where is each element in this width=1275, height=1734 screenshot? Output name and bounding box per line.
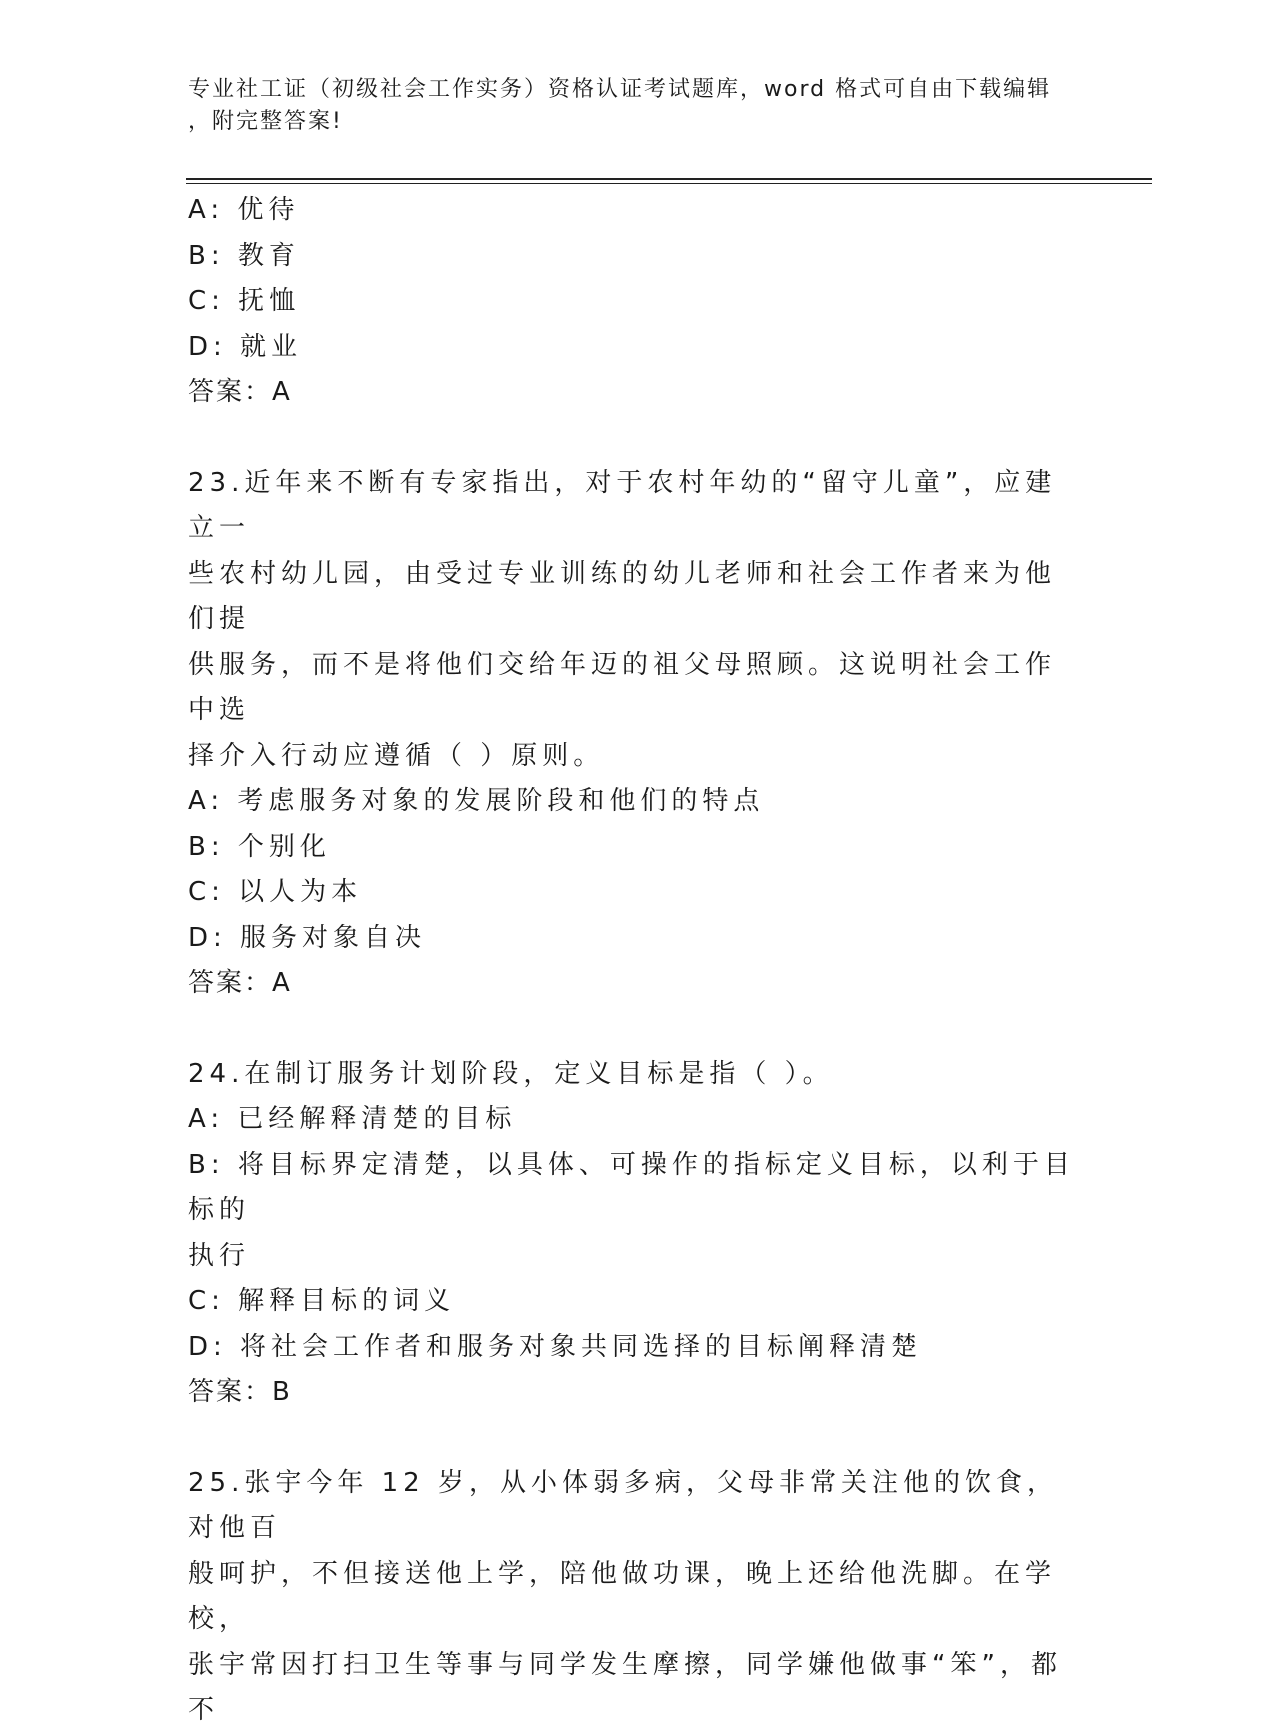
header-divider-thin [186, 183, 1152, 184]
question-24 [188, 1052, 1078, 1416]
answer: 答案：B [188, 1377, 292, 1407]
option-d: D: 服务对象自决 [188, 922, 427, 953]
question-list [188, 188, 1078, 1734]
page-header [188, 74, 1068, 138]
option-c: C: 以人为本 [188, 877, 363, 907]
option-a: A: 优待 [188, 195, 300, 225]
option-b: B: 将目标界定清楚，以具体、可操作的指标定义目标，以利于目标的 [188, 1149, 1075, 1225]
question-stem-line: 般呵护，不但接送他上学，陪他做功课，晚上还给他洗脚。在学校， [188, 1558, 1057, 1634]
option-d: D: 就业 [188, 331, 303, 362]
question-stem-line: 25.张宇今年 12 岁，从小体弱多病，父母非常关注他的饮食，对他百 [188, 1467, 1058, 1543]
option-a: A: 考虑服务对象的发展阶段和他们的特点 [188, 786, 765, 816]
option-a: A: 已经解释清楚的目标 [188, 1104, 517, 1134]
answer: 答案：A [188, 377, 292, 407]
question-stem-line: 24.在制订服务计划阶段，定义目标是指（ ）。 [188, 1058, 834, 1089]
question-stem-line: 供服务，而不是将他们交给年迈的祖父母照顾。这说明社会工作中选 [188, 649, 1057, 725]
option-c: C: 解释目标的词义 [188, 1286, 456, 1316]
question-22 [188, 188, 1078, 416]
option-d: D: 将社会工作者和服务对象共同选择的目标阐释清楚 [188, 1331, 923, 1362]
question-stem-line: 些农村幼儿园，由受过专业训练的幼儿老师和社会工作者来为他们提 [188, 558, 1057, 634]
header-title-line-2: ，附完整答案! [188, 109, 343, 134]
option-b: B: 个别化 [188, 831, 331, 862]
header-title-line-1: 专业社工证（初级社会工作实务）资格认证考试题库，word 格式可自由下载编辑 [188, 77, 1052, 102]
option-b: B: 教育 [188, 240, 300, 271]
question-25 [188, 1461, 1078, 1734]
option-b-continued: 执行 [188, 1240, 251, 1271]
question-stem-line: 择介入行动应遵循（ ）原则。 [188, 740, 605, 771]
question-23 [188, 461, 1078, 1007]
header-divider-thick [186, 178, 1152, 180]
question-stem-line: 张宇常因打扫卫生等事与同学发生摩擦，同学嫌他做事“笨”，都不 [188, 1649, 1062, 1725]
option-c: C: 抚恤 [188, 286, 301, 316]
question-stem-line: 23.近年来不断有专家指出，对于农村年幼的“留守儿童”，应建立一 [188, 467, 1057, 543]
answer: 答案：A [188, 968, 292, 998]
